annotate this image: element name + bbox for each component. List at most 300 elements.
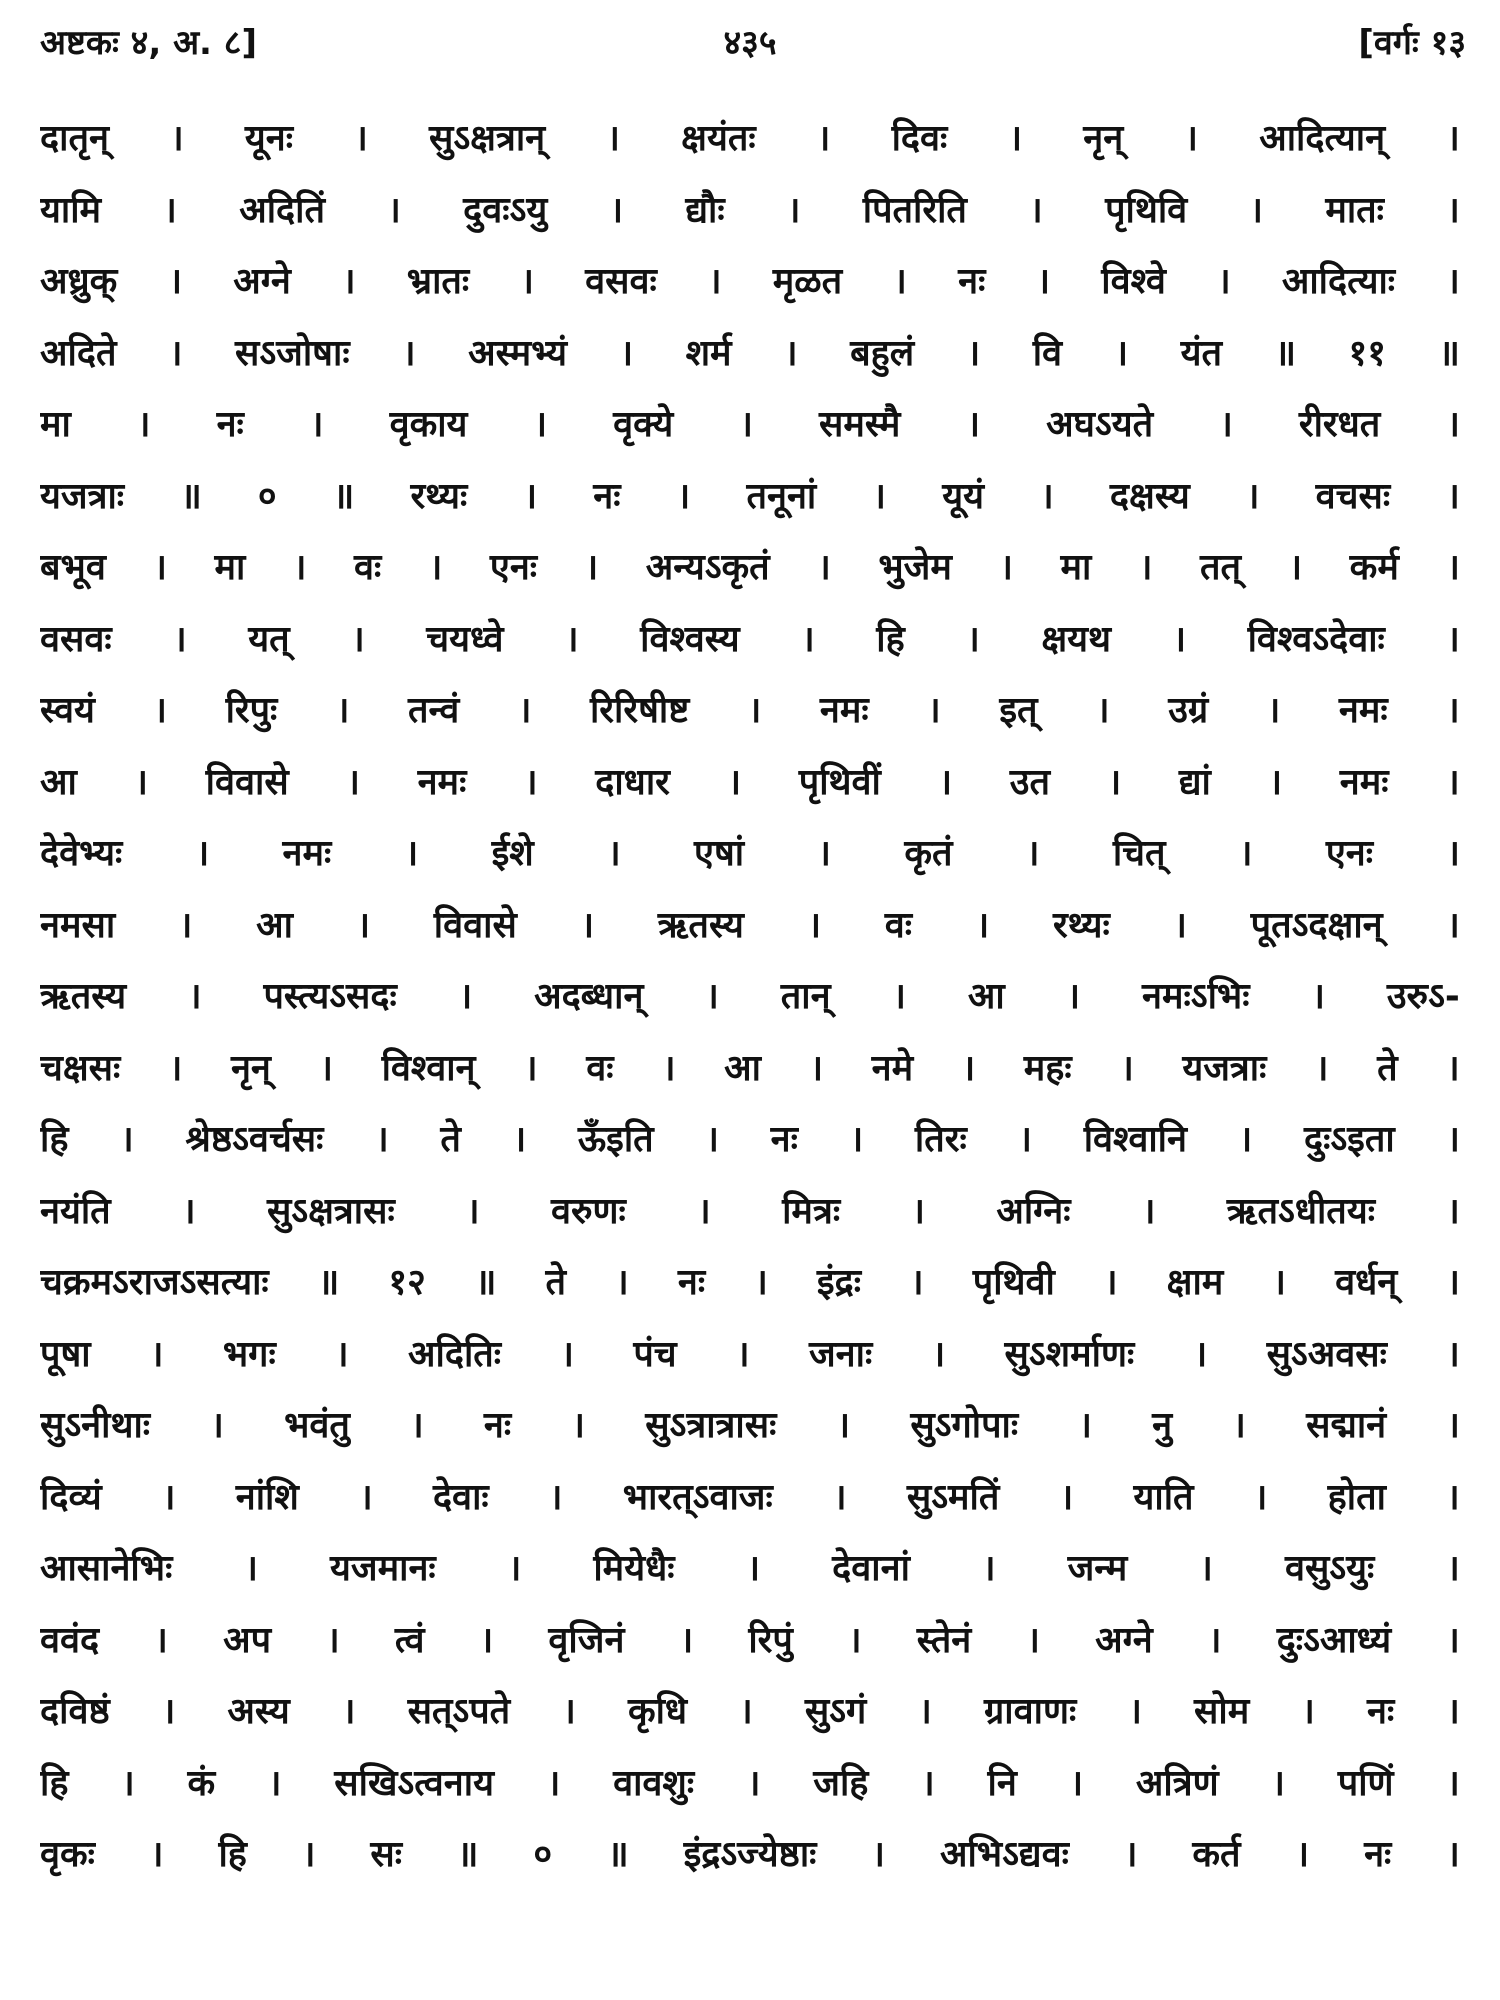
word: नयंति <box>40 1190 111 1232</box>
word: । <box>149 1834 164 1875</box>
word: । <box>918 1691 932 1732</box>
word: । <box>801 618 815 660</box>
text-line <box>40 1757 1460 1829</box>
text-line <box>40 1256 1460 1328</box>
page-header <box>28 18 1472 78</box>
word: । <box>1314 1047 1329 1089</box>
word: सुऽक्षत्रान् <box>429 118 546 159</box>
text-line <box>40 1185 1460 1257</box>
word: । <box>1128 1691 1142 1732</box>
word: । <box>458 976 473 1017</box>
word: त्वं <box>394 1619 425 1661</box>
word: देवेभ्यः <box>40 833 123 874</box>
word: । <box>727 761 742 803</box>
word: सुऽमतिं <box>906 1476 1000 1518</box>
word: । <box>1446 404 1460 445</box>
text-line <box>40 1542 1460 1614</box>
word: । <box>1301 1691 1315 1732</box>
word: । <box>807 904 822 946</box>
word: वावशुः <box>613 1762 695 1804</box>
word: । <box>615 1262 629 1303</box>
word: अदिते <box>40 332 117 374</box>
word: हि <box>40 1762 69 1804</box>
word: । <box>1253 1476 1268 1518</box>
word: । <box>533 404 548 445</box>
word: । <box>816 118 831 159</box>
word: । <box>326 1619 340 1661</box>
word: ते <box>1377 1047 1398 1089</box>
word: पृथिवी <box>972 1262 1055 1303</box>
word: सुऽत्रात्रासः <box>645 1405 777 1446</box>
word: । <box>1446 547 1460 588</box>
padapatha-text <box>40 112 1460 1900</box>
word: । <box>210 1405 224 1446</box>
word: । <box>1078 1405 1092 1446</box>
word: चित् <box>1112 833 1166 874</box>
word: । <box>911 1190 926 1232</box>
word: स्तेनं <box>916 1619 972 1661</box>
word: । <box>1446 1190 1460 1232</box>
word: सोम <box>1194 1691 1250 1732</box>
word: अग्ने <box>233 261 291 302</box>
word: नः <box>593 475 621 517</box>
word: । <box>786 189 801 231</box>
text-line <box>40 899 1460 971</box>
word: सुऽगं <box>804 1691 867 1732</box>
word: । <box>375 1119 389 1160</box>
word: दविष्ठं <box>40 1691 110 1732</box>
word: क्षयथ <box>1041 618 1112 660</box>
word: ॥ <box>180 475 202 517</box>
word: । <box>1446 1262 1460 1303</box>
text-line <box>40 1828 1460 1900</box>
word: क्षयंतः <box>681 118 756 159</box>
word: देवानां <box>832 1548 910 1589</box>
word: । <box>121 1762 135 1804</box>
word: देवाः <box>432 1476 489 1518</box>
word: अग्ने <box>1095 1619 1153 1661</box>
word: नः <box>677 1262 706 1303</box>
word: कर्म <box>1349 547 1399 588</box>
word: ववंद <box>40 1619 100 1661</box>
word: । <box>1107 761 1122 803</box>
word: । <box>746 1762 761 1804</box>
word: यजत्राः <box>40 475 125 517</box>
word: । <box>1446 1047 1460 1089</box>
word: । <box>134 761 149 803</box>
text-line <box>40 1614 1460 1686</box>
word: पूषा <box>40 1333 91 1375</box>
word: शर्म <box>685 332 732 374</box>
word: रीरधत <box>1298 404 1381 445</box>
word: वृजिनं <box>548 1619 625 1661</box>
word: । <box>1040 475 1054 517</box>
word: । <box>661 1047 676 1089</box>
text-line <box>40 255 1460 327</box>
word: इत् <box>999 690 1038 731</box>
word: पस्त्यऽसदः <box>263 976 397 1017</box>
word: ऋतऽधीतयः <box>1226 1190 1375 1232</box>
word: । <box>1446 833 1460 874</box>
word: । <box>1069 1762 1084 1804</box>
word: । <box>1446 261 1460 302</box>
word: । <box>351 618 365 660</box>
word: । <box>1446 1333 1460 1375</box>
word: रथ्यः <box>410 475 468 517</box>
word: । <box>346 761 360 803</box>
word: नमसा <box>40 904 116 946</box>
word: । <box>520 261 535 302</box>
word: । <box>1193 1333 1208 1375</box>
word: । <box>163 189 177 231</box>
word: । <box>910 1262 924 1303</box>
word: । <box>161 1476 176 1518</box>
word: कं <box>187 1762 216 1804</box>
word: । <box>178 904 193 946</box>
word: । <box>341 261 356 302</box>
word: । <box>410 1405 424 1446</box>
word: । <box>173 618 187 660</box>
text-line <box>40 1399 1460 1471</box>
word: । <box>1238 833 1253 874</box>
word: आ <box>40 761 77 803</box>
word: उरुऽ- <box>1386 976 1460 1017</box>
word: नृन् <box>230 1047 271 1089</box>
word: ग्रावाणः <box>984 1691 1077 1732</box>
text-line <box>40 470 1460 542</box>
word: । <box>170 118 184 159</box>
word: । <box>161 1691 176 1732</box>
word: वः <box>586 1047 614 1089</box>
text-line <box>40 1328 1460 1400</box>
word: पणिं <box>1337 1762 1394 1804</box>
varga-reference: [वर्गः १३ <box>1358 23 1466 63</box>
word: । <box>938 761 953 803</box>
word: अन्यऽकृतं <box>645 547 770 588</box>
word: । <box>1268 761 1283 803</box>
word: जनाः <box>808 1333 873 1375</box>
word: अघऽयते <box>1046 404 1154 445</box>
word: ॥ <box>607 1834 629 1875</box>
word: भगः <box>222 1333 276 1375</box>
word: वसवः <box>40 618 112 660</box>
word: कृधि <box>627 1691 688 1732</box>
word: दुःऽइता <box>1303 1119 1395 1160</box>
word: सखिऽत्वनाय <box>334 1762 494 1804</box>
word: । <box>1120 1047 1134 1089</box>
word: नमः <box>1339 761 1389 803</box>
word: । <box>149 1333 164 1375</box>
word: पंच <box>633 1333 677 1375</box>
word: । <box>809 1047 824 1089</box>
word: । <box>182 1190 196 1232</box>
word: यूयं <box>942 475 984 517</box>
word: । <box>1446 1119 1460 1160</box>
word: । <box>1446 904 1460 946</box>
word: अप <box>223 1619 272 1661</box>
word: अदब्धान् <box>534 976 644 1017</box>
text-line <box>40 613 1460 685</box>
word: वृकः <box>40 1834 95 1875</box>
word: । <box>1446 475 1460 517</box>
word: । <box>606 118 620 159</box>
word: । <box>1018 1119 1033 1160</box>
word: चयध्वे <box>426 618 504 660</box>
word: । <box>319 1047 334 1089</box>
text-line <box>40 541 1460 613</box>
text-line <box>40 1042 1460 1114</box>
word: एनः <box>489 547 538 588</box>
word: । <box>892 976 907 1017</box>
word: नु <box>1152 1405 1173 1446</box>
word: उत <box>1009 761 1050 803</box>
text-line <box>40 1113 1460 1185</box>
word: । <box>1059 1476 1074 1518</box>
word: यत् <box>248 618 290 660</box>
word: । <box>679 1619 694 1661</box>
word: चक्षसः <box>40 1047 121 1089</box>
word: । <box>359 1476 373 1518</box>
word: । <box>1272 1262 1287 1303</box>
text-line <box>40 1685 1460 1757</box>
word: उग्रं <box>1168 690 1209 731</box>
word: मा <box>1060 547 1092 588</box>
word: नमे <box>871 1047 914 1089</box>
word: । <box>571 1405 586 1446</box>
word: ते <box>440 1119 461 1160</box>
word: आसानेभिः <box>40 1548 173 1589</box>
word: । <box>466 1190 480 1232</box>
word: । <box>1096 690 1110 731</box>
word: अत्रिणं <box>1135 1762 1219 1804</box>
word: । <box>1232 1405 1246 1446</box>
word: । <box>697 1190 711 1232</box>
word: ० <box>257 475 277 517</box>
word: रथ्यः <box>1052 904 1110 946</box>
word: । <box>705 976 719 1017</box>
word: एनः <box>1325 833 1373 874</box>
word: । <box>154 1619 168 1661</box>
word: । <box>1446 761 1460 803</box>
word: वृक्ये <box>613 404 674 445</box>
word: ॥ <box>1274 332 1297 374</box>
word: । <box>966 332 981 374</box>
text-line <box>40 1471 1460 1543</box>
word: वसवः <box>585 261 657 302</box>
word: ॥ <box>1438 332 1460 374</box>
word: । <box>1008 118 1023 159</box>
word: इंद्रऽज्येष्ठाः <box>683 1834 817 1875</box>
word: सद्मानं <box>1306 1405 1387 1446</box>
word: वरुणः <box>550 1190 626 1232</box>
word: मियेधैः <box>593 1548 675 1589</box>
text-line <box>40 112 1460 184</box>
word: । <box>1446 1691 1460 1732</box>
word: । <box>341 1691 356 1732</box>
word: नः <box>483 1405 512 1446</box>
word: सुऽगोपाः <box>910 1405 1019 1446</box>
word: आदित्यान् <box>1259 118 1386 159</box>
text-line <box>40 398 1460 470</box>
word: दिव्यं <box>40 1476 102 1518</box>
word: चक्रमऽराजऽसत्याः <box>40 1262 269 1303</box>
word: तन्वं <box>408 690 460 731</box>
word: । <box>356 904 371 946</box>
word: नि <box>987 1762 1017 1804</box>
word: अस्मभ्यं <box>468 332 568 374</box>
word: विश्वानि <box>1083 1119 1187 1160</box>
word: । <box>817 833 832 874</box>
word: तिरः <box>914 1119 967 1160</box>
word: आ <box>724 1047 761 1089</box>
word: । <box>523 475 538 517</box>
word: हि <box>40 1119 69 1160</box>
word: । <box>747 690 762 731</box>
word: । <box>1173 904 1188 946</box>
word: । <box>404 833 419 874</box>
word: वि <box>1032 332 1063 374</box>
word: इंद्रः <box>816 1262 861 1303</box>
word: दातृन् <box>40 118 109 159</box>
word: । <box>354 118 368 159</box>
word: । <box>1219 404 1233 445</box>
word: । <box>301 1834 316 1875</box>
page-number: ४३५ <box>723 23 777 63</box>
word: नमः <box>282 833 332 874</box>
word: । <box>168 1047 183 1089</box>
word: । <box>1446 690 1460 731</box>
word: । <box>1199 1548 1213 1589</box>
word: जन्म <box>1067 1548 1128 1589</box>
word: । <box>817 547 831 588</box>
word: । <box>1446 118 1460 159</box>
word: । <box>168 261 183 302</box>
word: । <box>872 475 887 517</box>
word: । <box>1138 547 1153 588</box>
word: यामि <box>40 189 102 231</box>
word: नृन् <box>1083 118 1124 159</box>
word: । <box>136 404 151 445</box>
word: आ <box>256 904 293 946</box>
word: । <box>187 976 202 1017</box>
text-line <box>40 684 1460 756</box>
word: । <box>1217 261 1231 302</box>
word: दक्षस्य <box>1109 475 1190 517</box>
section-reference: अष्टकः ४, अ. ८] <box>40 23 258 63</box>
word: नः <box>216 404 244 445</box>
word: । <box>580 904 595 946</box>
word: अध्रुक् <box>40 261 118 302</box>
word: ॥ <box>456 1834 479 1875</box>
word: ११ <box>1348 332 1386 374</box>
word: । <box>153 690 168 731</box>
word: । <box>1446 618 1460 660</box>
word: यंत <box>1180 332 1223 374</box>
text-line <box>40 184 1460 256</box>
word: । <box>1446 1834 1460 1875</box>
word: विश्वऽदेवाः <box>1247 618 1385 660</box>
text-line <box>40 970 1460 1042</box>
word: स्वयं <box>40 690 95 731</box>
word: । <box>1245 475 1260 517</box>
word: आ <box>967 976 1005 1017</box>
word: । <box>1446 1476 1460 1518</box>
word: क्षाम <box>1166 1262 1224 1303</box>
word: सः <box>370 1834 402 1875</box>
word: । <box>168 332 183 374</box>
word: । <box>292 547 307 588</box>
word: । <box>428 547 443 588</box>
word: ॥ <box>317 1262 340 1303</box>
word: पूतऽदक्षान् <box>1250 904 1383 946</box>
word: । <box>921 1762 935 1804</box>
word: अदितिः <box>408 1333 502 1375</box>
word: भ्रातः <box>406 261 470 302</box>
word: बभूव <box>40 547 106 588</box>
word: द्यां <box>1178 761 1211 803</box>
word: । <box>195 833 210 874</box>
word: । <box>1172 618 1187 660</box>
word: नांशि <box>235 1476 299 1518</box>
word: सुऽशर्माणः <box>1004 1333 1135 1375</box>
word: अग्निः <box>996 1190 1071 1232</box>
word: । <box>1141 1190 1156 1232</box>
word: । <box>548 1476 563 1518</box>
word: रिरिषीष्ट <box>589 690 690 731</box>
word: अदितिं <box>239 189 325 231</box>
word: विवासे <box>205 761 289 803</box>
word: समस्मै <box>819 404 901 445</box>
word: । <box>1446 189 1460 231</box>
word: वसुऽयुः <box>1284 1548 1375 1589</box>
word: । <box>833 1476 847 1518</box>
word: वर्धन् <box>1335 1262 1398 1303</box>
word: भुजेम <box>878 547 952 588</box>
word: दिवः <box>891 118 948 159</box>
word: सुऽअवसः <box>1266 1333 1387 1375</box>
word: । <box>335 690 350 731</box>
word: द्यौः <box>685 189 725 231</box>
word: । <box>1249 189 1264 231</box>
word: । <box>1446 1405 1460 1446</box>
word: । <box>981 1548 996 1589</box>
word: सत्ऽपते <box>407 1691 511 1732</box>
word: ऋतस्य <box>40 976 127 1017</box>
word: । <box>966 618 980 660</box>
word: वचसः <box>1315 475 1391 517</box>
word: कृतं <box>904 833 953 874</box>
word: वः <box>884 904 913 946</box>
word: ऊँइति <box>577 1119 654 1160</box>
word: तनूनां <box>746 475 817 517</box>
word: । <box>707 261 722 302</box>
word: । <box>1295 1834 1310 1875</box>
word: नमःऽभिः <box>1142 976 1250 1017</box>
word: यजत्राः <box>1182 1047 1267 1089</box>
word: दुःऽआध्यं <box>1276 1619 1392 1661</box>
word: पृथिवि <box>1105 189 1188 231</box>
word: । <box>1446 1762 1460 1804</box>
word: नः <box>770 1119 798 1160</box>
word: आदित्याः <box>1281 261 1396 302</box>
word: । <box>754 1262 768 1303</box>
word: । <box>1114 332 1129 374</box>
word: बहुलं <box>850 332 915 374</box>
word: पृथिवीं <box>798 761 881 803</box>
word: हि <box>218 1834 247 1875</box>
word: रिपुः <box>225 690 278 731</box>
word: कर्त <box>1192 1834 1241 1875</box>
